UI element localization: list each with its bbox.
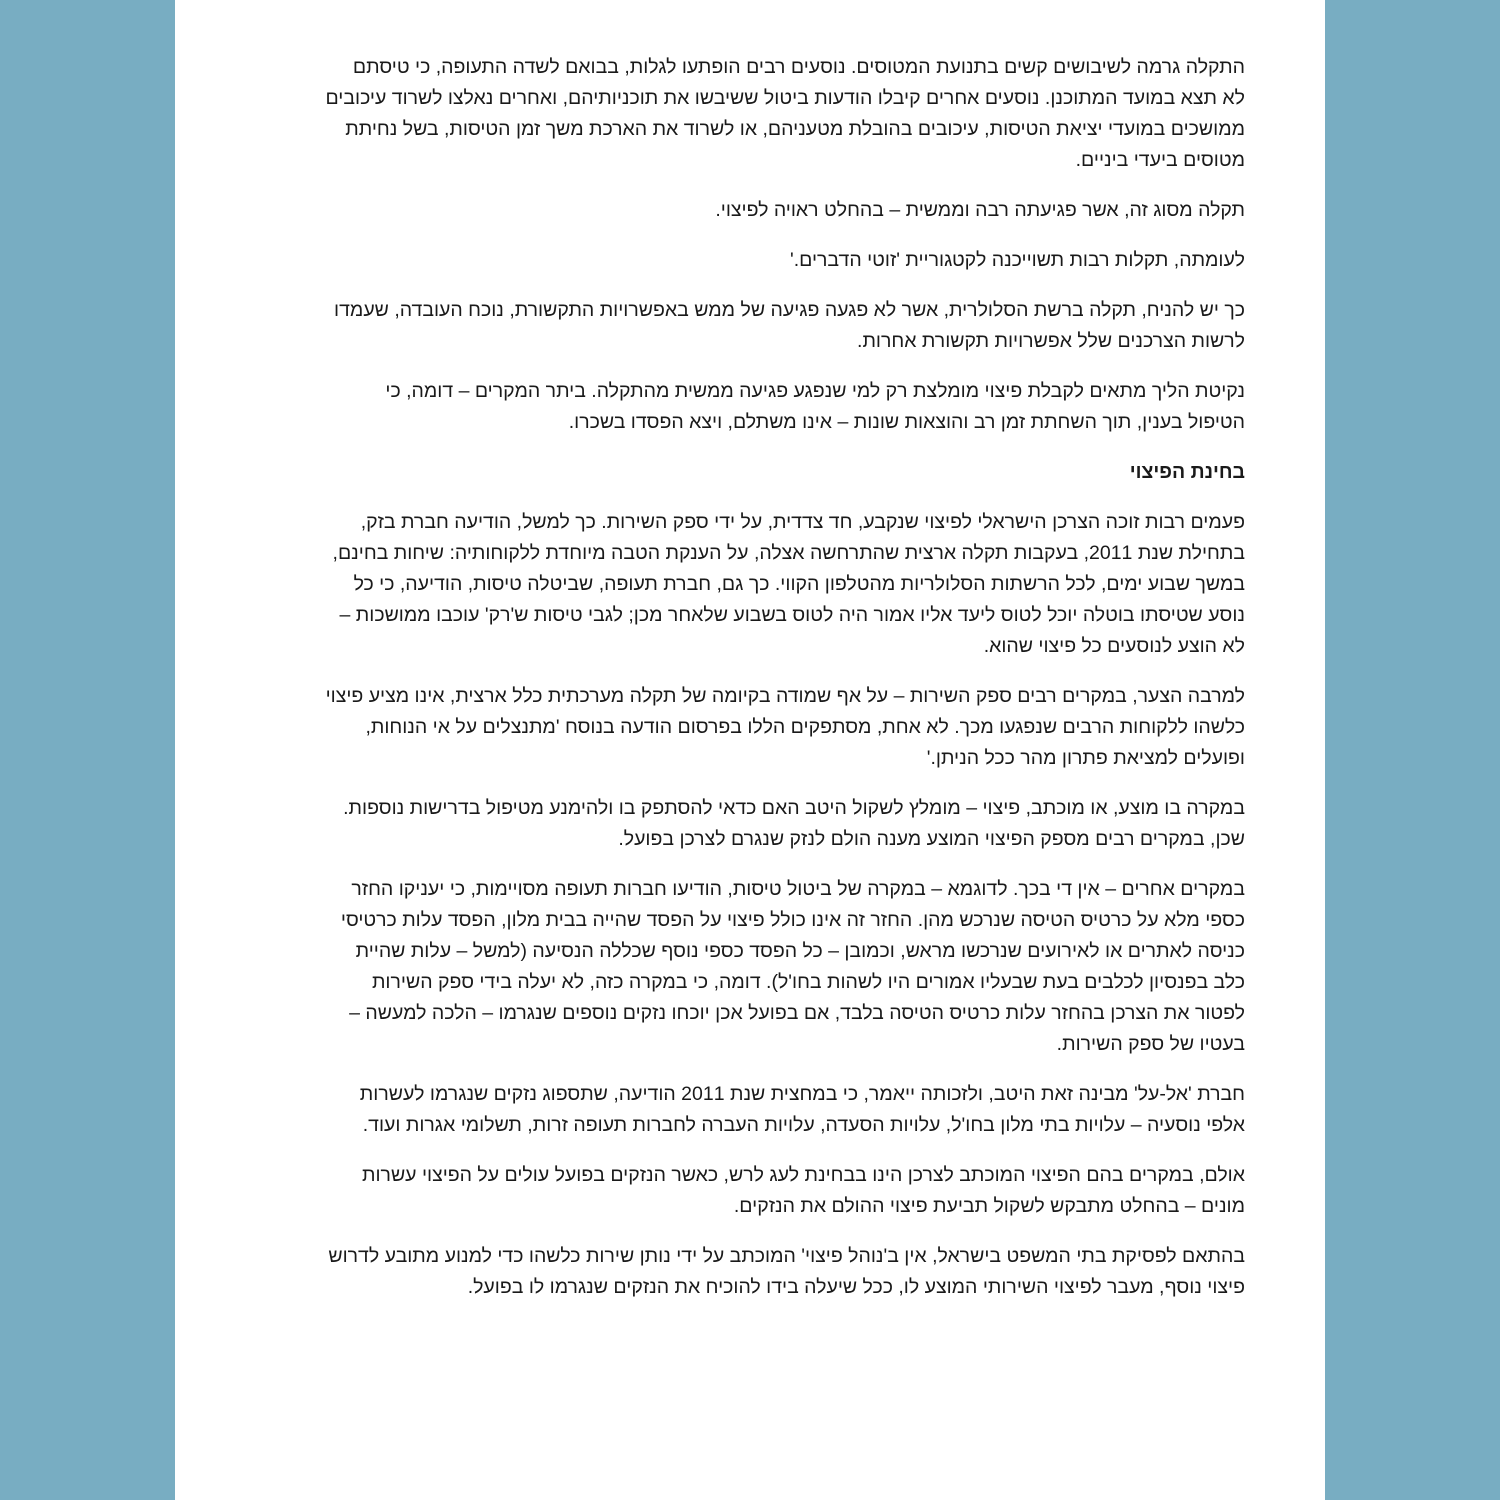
paragraph: פעמים רבות זוכה הצרכן הישראלי לפיצוי שנקבע, חד צדדית, על ידי ספק השירות. כך למשל, הודיעה חברת בזק, בתחילת שנת 2011, בעקבות תקלה ארצית שהתרחשה אצלה, על הענקת הטבה מיוחדת ללקוחותיה: שיחות בחינם, במשך שבוע ימים, לכל הרשתות הסלולריות מהטלפון הקווי. כך גם, חברת תעופה, שביטלה טיסות, הודיעה, כי כל נוסע שטיסתו בוטלה יוכל לטוס ליעד אליו אמור היה לטוס בשבוע שלאחר מכן; לגבי טיסות ש'רק' עוכבו ממושכות – לא הוצע לנוסעים כל פיצוי שהוא. <box>332 511 1245 657</box>
paragraph: אולם, במקרים בהם הפיצוי המוכתב לצרכן הינו בבחינת לעג לרש, כאשר הנזקים בפועל עולים על הפיצוי עשרות מונים – בהחלט מתבקש לשקול תביעת פיצוי ההולם את הנזקים. <box>361 1164 1245 1217</box>
document-page <box>175 0 1325 1500</box>
paragraph: במקרים אחרים – אין די בכך. לדוגמא – במקרה של ביטול טיסות, הודיעו חברות תעופה מסויימות, כי יעניקו החזר כספי מלא על כרטיס הטיסה שנרכש מהן. החזר זה אינו כולל פיצוי על הפסד שהייה בבית מלון, הפסד עלות כרטיסי כניסה לאתרים או לאירועים שנרכשו מראש, וכמובן – כל הפסד כספי נוסף שכללה הנסיעה (למשל – עלות שהיית כלב בפנסיון לכלבים בעת שבעליו אמורים היו לשהות בחו'ל). דומה, כי במקרה כזה, לא יעלה בידי ספק השירות לפטור את הצרכן בהחזר עלות כרטיס הטיסה בלבד, אם בפועל אכן יוכחו נזקים נוספים שנגרמו – הלכה למעשה – בעטיו של ספק השירות. <box>340 878 1245 1055</box>
section-heading: בחינת הפיצוי <box>1129 461 1245 483</box>
paragraph: בהתאם לפסיקת בתי המשפט בישראל, אין ב'נוהל פיצוי' המוכתב על ידי נותן שירות כלשהו כדי למנוע מתובע לדרוש פיצוי נוסף, מעבר לפיצוי השירותי המוצע לו, ככל שיעלה בידו להוכיח את הנזקים שנגרמו לו בפועל. <box>328 1245 1245 1298</box>
paragraph: חברת 'אל-על' מבינה זאת היטב, ולזכותה ייאמר, כי במחצית שנת 2011 הודיעה, שתספוג נזקים שנגרמו לעשרות אלפי נוסעיה – עלויות בתי מלון בחו'ל, עלויות הסעדה, עלויות העברה לחברות תעופה זרות, תשלומי אגרות ועוד. <box>359 1083 1245 1136</box>
paragraph: למרבה הצער, במקרים רבים ספק השירות – על אף שמודה בקיומה של תקלה מערכתית כלל ארצית, אינו מציע פיצוי כלשהו ללקוחות הרבים שנפגעו מכך. לא אחת, מסתפקים הללו בפרסום הודעה בנוסח 'מתנצלים על אי הנוחות, ופועלים למציאת פתרון מהר ככל הניתן.' <box>325 685 1245 769</box>
paragraph: לעומתה, תקלות רבות תשוייכנה לקטגוריית 'זוטי הדברים.' <box>789 249 1245 271</box>
paragraph: תקלה מסוג זה, אשר פגיעתה רבה וממשית – בהחלט ראויה לפיצוי. <box>715 199 1245 221</box>
paragraph: כך יש להניח, תקלה ברשת הסלולרית, אשר לא פגעה פגיעה של ממש באפשרויות התקשורת, נוכח העובדה, שעמדו לרשות הצרכנים שלל אפשרויות תקשורת אחרות. <box>334 299 1245 352</box>
paragraph: התקלה גרמה לשיבושים קשים בתנועת המטוסים. נוסעים רבים הופתעו לגלות, בבואם לשדה התעופה, כי טיסתם לא תצא במועד המתוכנן. נוסעים אחרים קיבלו הודעות ביטול ששיבשו את תוכניותיהם, ואחרים נאלצו לשרוד עיכובים ממושכים במועדי יציאת הטיסות, עיכובים בהובלת מטעניהם, או לשרוד את הארכת משך זמן הטיסות, בשל נחיתת מטוסים ביעדי ביניים. <box>325 56 1245 171</box>
document-body <box>325 52 1245 1322</box>
paragraph: נקיטת הליך מתאים לקבלת פיצוי מומלצת רק למי שנפגע פגיעה ממשית מהתקלה. ביתר המקרים – דומה, כי הטיפול בענין, תוך השחתת זמן רב והוצאות שונות – אינו משתלם, ויצא הפסדו בשכרו. <box>385 380 1245 433</box>
paragraph: במקרה בו מוצע, או מוכתב, פיצוי – מומלץ לשקול היטב האם כדאי להסתפק בו ולהימנע מטיפול בדרישות נוספות. שכן, במקרים רבים מספק הפיצוי המוצע מענה הולם לנזק שנגרם לצרכן בפועל. <box>343 797 1245 850</box>
